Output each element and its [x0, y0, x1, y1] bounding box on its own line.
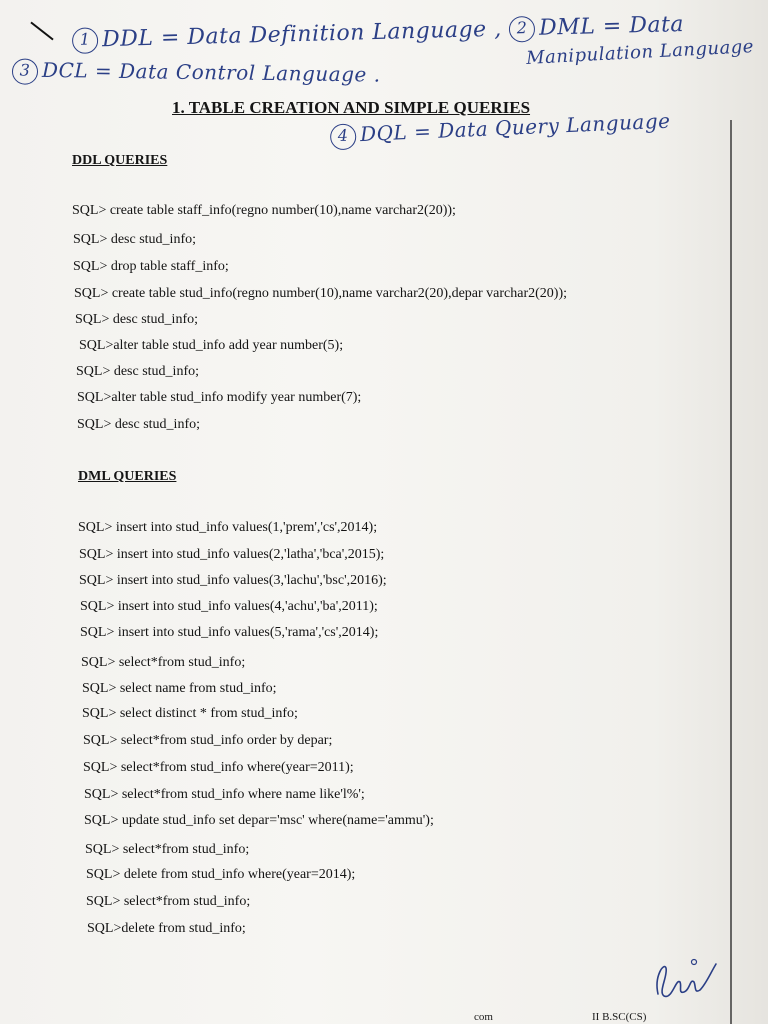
note-dml-text: DML = Data: [538, 11, 685, 41]
ddl-query-line: SQL> desc stud_info;: [73, 232, 196, 247]
note-dml-cont-text: Manipulation Language: [525, 36, 755, 69]
dml-section-heading: DML QUERIES: [78, 469, 177, 484]
dml-query-line: SQL>delete from stud_info;: [87, 921, 246, 936]
dml-query-line: SQL> insert into stud_info values(4,'achu','ba',2011);: [80, 599, 378, 614]
footer-left-text: com: [474, 1011, 493, 1023]
ddl-query-line: SQL> desc stud_info;: [77, 417, 200, 432]
dml-query-line: SQL> delete from stud_info where(year=2014);: [86, 867, 356, 882]
note-ddl-text: DDL = Data Definition Language ,: [101, 16, 502, 53]
footer-course-label: II B.SC(CS): [592, 1011, 647, 1023]
dml-query-line: SQL> select*from stud_info where(year=2011);: [83, 760, 354, 775]
ddl-query-line: SQL> desc stud_info;: [75, 312, 198, 327]
dml-query-line: SQL> select*from stud_info where name like'l%';: [84, 787, 365, 802]
page-title: 1. TABLE CREATION AND SIMPLE QUERIES: [172, 98, 531, 117]
dml-query-line: SQL> select*from stud_info;: [86, 894, 251, 909]
ddl-query-line: SQL>alter table stud_info modify year number(7);: [77, 390, 362, 405]
ddl-query-line: SQL> create table staff_info(regno number(10),name varchar2(20));: [72, 203, 456, 218]
dml-query-line: SQL> select*from stud_info;: [85, 842, 250, 857]
circled-number-1: 1: [72, 27, 99, 54]
dml-query-line: SQL> insert into stud_info values(3,'lachu','bsc',2016);: [79, 573, 387, 588]
note-dql-text: DQL = Data Query Language: [359, 108, 671, 147]
dml-query-line: SQL> insert into stud_info values(5,'rama','cs',2014);: [80, 625, 379, 640]
dml-query-line: SQL> select distinct * from stud_info;: [82, 706, 298, 721]
handwritten-signature: [650, 956, 720, 1006]
dml-query-line: SQL> insert into stud_info values(2,'latha','bca',2015);: [79, 547, 385, 562]
circled-number-2: 2: [509, 16, 536, 43]
ddl-query-line: SQL>alter table stud_info add year number(5);: [79, 338, 344, 353]
dml-query-line: SQL> select*from stud_info order by depar;: [83, 733, 333, 748]
binding-edge: [730, 120, 732, 1024]
ddl-section-heading: DDL QUERIES: [72, 153, 168, 168]
circled-number-3: 3: [12, 58, 38, 84]
note-dcl-text: DCL = Data Control Language .: [41, 57, 381, 87]
pen-mark: [30, 22, 53, 41]
circled-number-4: 4: [330, 123, 357, 150]
ddl-query-line: SQL> drop table staff_info;: [73, 259, 229, 274]
dml-query-line: SQL> select name from stud_info;: [82, 681, 277, 696]
dml-query-line: SQL> insert into stud_info values(1,'prem','cs',2014);: [78, 520, 378, 535]
dml-query-line: SQL> select*from stud_info;: [81, 655, 246, 670]
handwritten-note-dcl: [12, 57, 381, 89]
ddl-query-line: SQL> create table stud_info(regno number(10),name varchar2(20),depar varchar2(20));: [74, 286, 568, 301]
dml-query-line: SQL> update stud_info set depar='msc' where(name='ammu');: [84, 813, 434, 828]
ddl-query-line: SQL> desc stud_info;: [76, 364, 199, 379]
